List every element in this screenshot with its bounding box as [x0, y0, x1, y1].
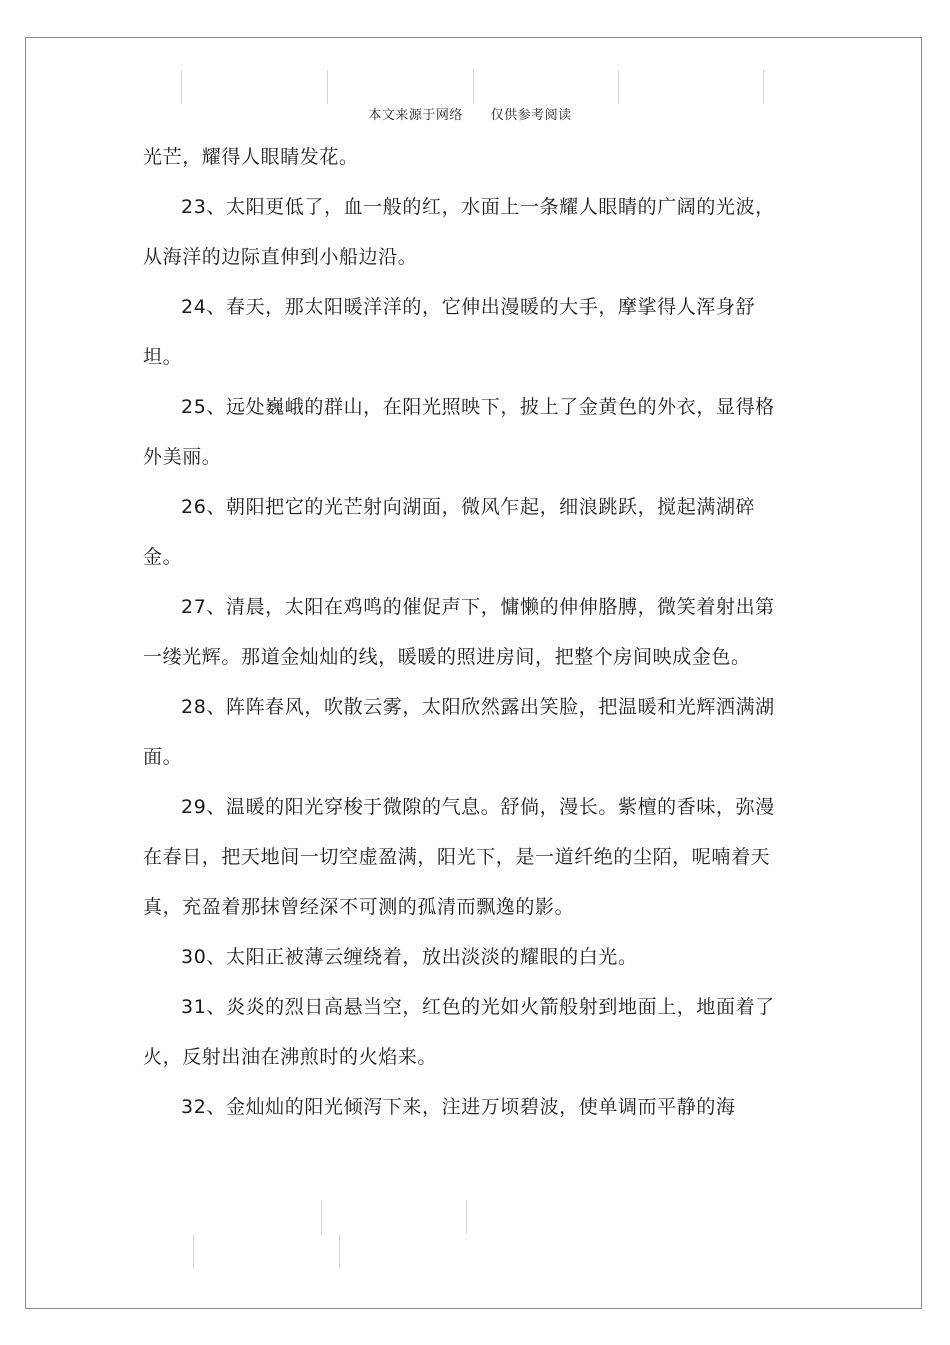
header-divider-line: [327, 70, 328, 104]
footer-divider-line: [193, 1234, 194, 1268]
paragraph: 25、远处巍峨的群山，在阳光照映下，披上了金黄色的外衣，显得格外美丽。: [143, 396, 775, 468]
header-divider-line: [618, 70, 619, 104]
header-divider-line: [181, 70, 182, 104]
header-divider-line: [473, 70, 474, 104]
document-body: [143, 132, 779, 1132]
paragraph: 28、阵阵春风，吹散云雾，太阳欣然露出笑脸，把温暖和光辉洒满湖面。: [143, 696, 775, 768]
paragraph: 32、金灿灿的阳光倾泻下来，注进万顷碧波，使单调而平静的海: [181, 1096, 736, 1118]
footer-divider-line: [321, 1200, 322, 1234]
paragraph: 31、炎炎的烈日高悬当空，红色的光如火箭般射到地面上，地面着了火，反射出油在沸煎时的火焰来。: [143, 996, 775, 1068]
paragraph: 29、温暖的阳光穿梭于微隙的气息。舒倘，漫长。紫檀的香味，弥漫在春日，把天地间一切空虚盈满，阳光下，是一道纤绝的尘陌，呢喃着天真，充盈着那抹曾经深不可测的孤清而飘逸的影。: [143, 796, 775, 918]
paragraph: 光芒，耀得人眼睛发花。: [143, 146, 359, 168]
header-reference-note: 仅供参考阅读: [490, 108, 572, 123]
page-header-note: [0, 104, 940, 123]
paragraph: 24、春天，那太阳暖洋洋的，它伸出漫暖的大手，摩挲得人浑身舒坦。: [143, 296, 756, 368]
footer-divider-line: [339, 1234, 340, 1268]
paragraph: 26、朝阳把它的光芒射向湖面，微风乍起，细浪跳跃，搅起满湖碎金。: [143, 496, 756, 568]
paragraph: 27、清晨，太阳在鸡鸣的催促声下，慵懒的伸伸胳膊，微笑着射出第一缕光辉。那道金灿灿的线，暖暖的照进房间，把整个房间映成金色。: [143, 596, 775, 668]
header-divider-line: [763, 70, 764, 104]
header-source-note: 本文来源于网络: [368, 108, 463, 123]
paragraph: 23、太阳更低了，血一般的红，水面上一条耀人眼睛的广阔的光波，从海洋的边际直伸到小船边沿。: [143, 196, 775, 268]
paragraph: 30、太阳正被薄云缠绕着，放出淡淡的耀眼的白光。: [181, 946, 638, 968]
footer-divider-line: [466, 1200, 467, 1234]
